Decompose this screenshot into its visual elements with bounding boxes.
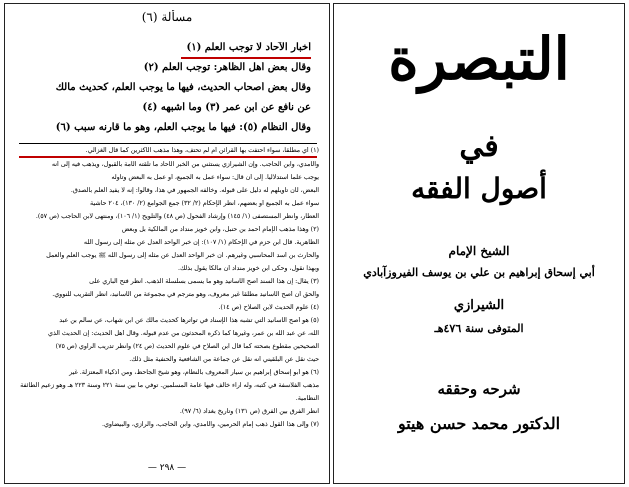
main-text-line-1: أخبار الآحاد لا توجب العلم (١) [186,42,311,53]
right-title-page [333,3,625,484]
footnote-line-14: (٥) هو أصح الأسانيد التي تشبه هذا الإسناد في تواترها كحديث مالك عن ابن شهاب، عن سالم بن عبد [59,317,319,324]
footnote-line-5: سواء عمل به الجميع أو بعضهم، انظر الإحكام (٢/ ٣٢) جمع الجوامع (٢/ ١٣٠)، ٢٠٤ حاشية [90,200,319,207]
footnote-line-6: العطار، وانظر المستصفى (١/ ١٤٥) وإرشاد الفحول (ص ٤٨) والتلويح (١/ ١٠٦)، ومنتهى لابن الحاجب (ص ٥٧). [35,213,319,220]
footnote-line-10: وبهذا نقول، وحكى ابن خويز منداد أن مالكا يقول بذلك. [177,265,319,272]
footnote-line-17: حيث نقل عن البلقيني أنه نقل عن جماعة من الشافعية والحنفية مثل ذلك. [129,356,319,363]
main-text-line-3: وقال بعض أصحاب الحديث، فيها ما يوجب العلم، كحديث مالك [55,82,311,93]
book-title: التبصرة [388,25,570,93]
footnote-separator [19,143,317,144]
footnote-line-8: الظاهرية. قال ابن حزم في الإحكام (١/ ١٠٧): إن خبر الواحد العدل عن مثله إلى رسول الله [83,239,319,246]
left-book-page [4,3,330,484]
footnote-line-1: (١) أي مطلقا، سواء احتفت بها القرائن أم لم تحتف، وهذا مذهب الأكثرين كما قال الغزالي. [85,147,319,154]
page-number: — ٢٩٨ — [147,463,187,473]
author-death-date: المتوفى سنة ٤٧٦هـ [434,322,524,335]
section-header: مسألة (٦) [141,10,193,24]
footnote-line-20: النظامية. [295,395,319,402]
footnote-line-15: الله، عن عبد الله بن عمر، وغيرها كما ذكره المحدثون من عدم قبوله. وقال أهل الحديث: إن الحديث الذي [48,330,319,337]
main-text-line-2: وقال بعض أهل الظاهر: توجب العلم (٢) [143,62,311,73]
footnote-line-12: والحق أن أصح الأسانيد مطلقا غير معروف، وهو مترجم في مجموعة من الأسانيد، انظر التقريب للنووي. [52,291,319,298]
footnote-line-2: والآمدي، وابن الحاجب. وإن الشيرازي يستثني من الخبر الآحاد ما تلقته الأمة بالقبول، ويذهب فيه إلى أنه [51,161,319,168]
footnote-line-21: انظر الفرق بين الفرق (ص ١٣١) وتاريخ بغداد (٦/ ٩٧). [179,408,319,415]
footnote-line-19: مذهب الفلاسفة في كتبه، وله آراء خالف فيها عامة المسلمين. توفي ما بين سنة ٢٢١ وسنة ٢٢٣ هـ وهو زعيم الطائفة [20,382,319,389]
red-underline-1 [181,57,311,59]
footnote-line-4: البعض، لأن تأويلهم له دليل على قبوله. وخالفه الجمهور في هذا، وقالوا: إنه لا يفيد العلم بالصدق. [70,187,319,194]
footnote-line-16: الصحيحين مقطوع بصحته كما قال ابن الصلاح في علوم الحديث (ص ٢٤) وانظر تدريب الراوي (ص ٧٥) [55,343,319,350]
footnote-line-22: (٧) وإلى هذا القول ذهب إمام الحرمين، والآمدي، وابن الحاجب، والرازي، والبيضاوي. [101,421,319,428]
title-preposition: في [459,129,499,164]
book-subtitle: أصول الفقه [411,172,547,205]
footnote-line-18: (٦) هو أبو إسحاق إبراهيم بن سيار المعروف بالنظام، وهو شيخ الجاحظ، ومن أذكياء المعتزلة. غير [69,369,319,376]
footnote-line-9: والحارث بن أسد المحاسبي وغيرهم. ان خبر الواحد العدل عن مثله إلى رسول الله ﷺ يوجب العلم والعمل [46,252,319,259]
main-text-line-5: وقال النظّام (٥): فيها ما يوجب العلم، وهو ما قارنه سبب (٦) [55,122,311,133]
footnote-line-11: (٣) يقال: إن هذا السند أصح الأسانيد وهو ما يسمى بسلسلة الذهب. انظر فتح الباري على [89,278,319,285]
footnote-line-13: (٤) علوم الحديث لابن الصلاح (ص ١٤). [218,304,319,311]
footnote-line-3: يوجب علما استدلاليا. إلى أن قال: سواء عمل به الجميع، أو عمل به البعض وتأوله [111,174,319,181]
editor-name: الدكتور محمد حسن هيتو [397,414,561,433]
main-text-line-4: عن نافع عن ابن عمر (٣) وما أشبهه (٤) [142,102,311,113]
red-underline-2 [19,156,317,158]
editor-label: شرحه وحققه [437,380,521,398]
footnote-line-7: (٢) وهذا مذهب الإمام أحمد بن حنبل، وابن خويز منداد من المالكية بل وبعض [121,226,319,233]
author-nisba: الشيرازي [453,298,505,313]
author-honorific: الشيخ الإمام [448,244,510,258]
author-name: أبي إسحاق إبراهيم بن علي بن يوسف الفيروزآبادي [363,266,595,279]
